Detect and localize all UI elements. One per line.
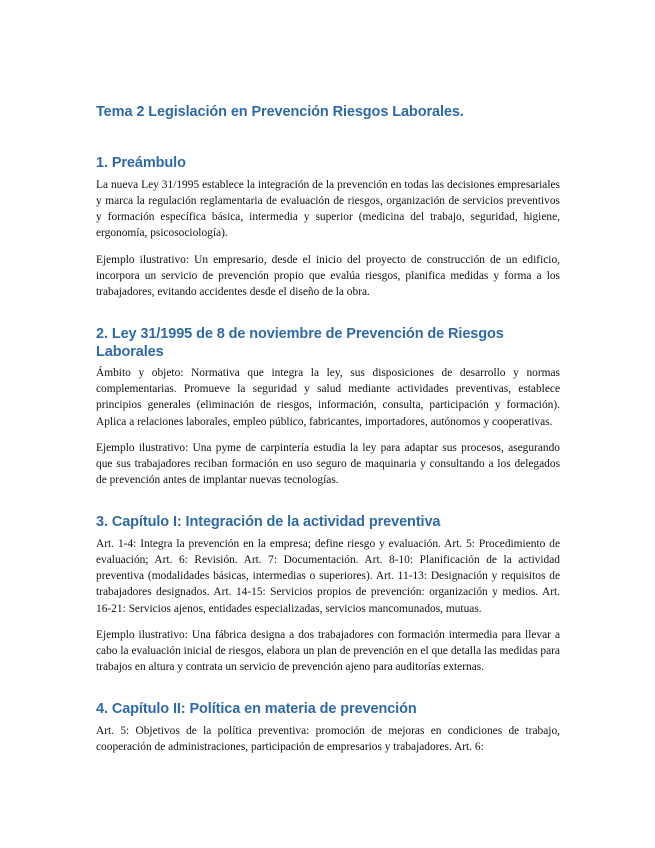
section-capitulo-2 (96, 701, 560, 755)
section-heading: 1. Preámbulo (96, 155, 186, 172)
example-paragraph: Ejemplo ilustrativo: Una fábrica designa a dos trabajadores con formación intermedia para llevar a cabo la evaluación inicial de riesgos, elabora un plan de prevención en el que detalla las medidas para trabajos en altura y contrata un servicio de prevención ajeno para auditorías externas. (96, 628, 560, 674)
section-heading: 3. Capítulo I: Integración de la actividad preventiva (96, 514, 441, 531)
section-heading: 4. Capítulo II: Política en materia de prevención (96, 701, 417, 718)
section-ley-31-1995 (96, 326, 560, 488)
section-preambulo (96, 155, 560, 300)
section-heading: 2. Ley 31/1995 de 8 de noviembre de Prevención de Riesgos Laborales (96, 326, 504, 360)
section-paragraph: Art. 1-4: Integra la prevención en la empresa; define riesgo y evaluación. Art. 5: Procedimiento de evaluación; Art. 6: Revisión. Art. 7: Documentación. Art. 8-10: Planificación de la actividad preventiva (modalidades básicas, intermedias o superiores). Art. 11-13: Designación y requisitos de trabajadores designados. Art. 14-15: Servicios propios de prevención: organización y medios. Art. 16-21: Servicios ajenos, entidades especializadas, servicios mancomunados, mutuas. (96, 537, 560, 615)
document-title: Tema 2 Legislación en Prevención Riesgos Laborales. (96, 104, 464, 120)
example-paragraph: Ejemplo ilustrativo: Una pyme de carpintería estudia la ley para adaptar sus procesos, asegurando que sus trabajadores reciban formación en uso seguro de maquinaria y consultando a los delegados de prevención antes de implantar nuevas tecnologías. (96, 441, 560, 487)
section-paragraph: Art. 5: Objetivos de la política preventiva: promoción de mejoras en condiciones de trabajo, cooperación de administraciones, participación de empresarios y trabajadores. Art. 6: (96, 724, 560, 754)
section-capitulo-1 (96, 514, 560, 675)
section-paragraph: La nueva Ley 31/1995 establece la integración de la prevención en todas las decisiones empresariales y marca la regulación reglamentaria de evaluación de riesgos, organización de servicios preventivos y formación específica básica, intermedia y superior (medicina del trabajo, seguridad, higiene, ergonomía, psicosociología). (96, 178, 560, 240)
example-paragraph: Ejemplo ilustrativo: Un empresario, desde el inicio del proyecto de construcción de un edificio, incorpora un servicio de prevención propio que evalúa riesgos, planifica medidas y forma a los trabajadores, evitando accidentes desde el diseño de la obra. (96, 253, 560, 298)
document-body (96, 104, 560, 781)
section-paragraph: Ámbito y objeto: Normativa que integra la ley, sus disposiciones de desarrollo y normas complementarias. Promueve la seguridad y salud mediante actividades preventivas, establece principios generales (eliminación de riesgos, información, consulta, participación y formación). Aplica a relaciones laborales, empleo público, fabricantes, importadores, autónomos y cooperativas. (96, 366, 560, 428)
